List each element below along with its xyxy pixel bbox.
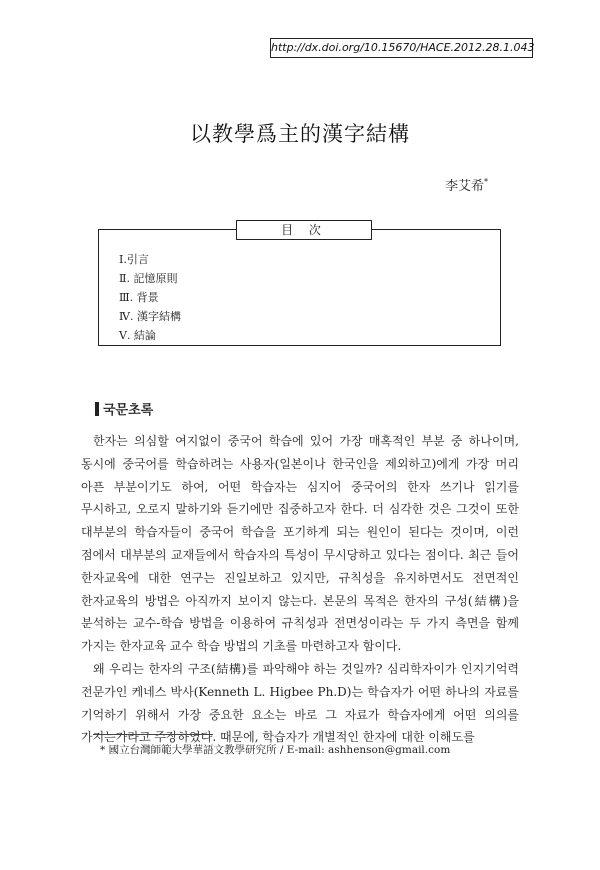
author-line xyxy=(445,175,488,194)
author-footnote-mark: * xyxy=(484,177,488,187)
toc-item-conclusion: Ⅴ. 結論 xyxy=(119,329,156,342)
toc-item-background: Ⅲ. 背景 xyxy=(119,291,159,304)
abstract-heading xyxy=(95,399,153,418)
abstract-paragraph: 왜 우리는 한자의 구조(結構)를 파악해야 하는 것일까? 심리학자이가 인지기억력 전문가인 케네스 박사(Kenneth L. Higbee Ph.D)는 학습자가 어떤 하나의 자료를 기억하기 위해서 가장 중요한 요소는 바로 그 자료가 학습자에게 어떤 의의를 가지는가라고 주장하였다. 때문에, 학습자가 개별적인 한자에 대한 이해도를 xyxy=(81,661,519,745)
doi-link[interactable]: http://dx.doi.org/10.15670/HACE.2012.28.1.043 xyxy=(270,38,533,58)
author-name: 李艾希 xyxy=(444,179,484,194)
toc-item-character-structure: Ⅳ. 漢字結構 xyxy=(119,310,181,323)
paper-title: 以教學爲主的漢字結構 xyxy=(190,122,410,146)
abstract-body xyxy=(81,430,519,749)
abstract-paragraph: 한자는 의심할 여지없이 중국어 학습에 있어 가장 매혹적인 부분 중 하나이며, 동시에 중국어를 학습하려는 사용자(일본이나 한국인을 제외하고)에게 가장 머리 아픈 부분이기도 하여, 어떤 학습자는 심지어 중국어의 한자 쓰기나 읽기를 무시하고, 오로지 말하기와 듣기에만 집중하고자 한다. 더 심각한 것은 그것이 또한 대부분의 학습자들이 중국어 학습을 포기하게 되는 원인이 된다는 것이며, 이런 점에서 대부분의 교재들에서 학습자의 특성이 무시당하고 있다는 점이다. 최근 들어 한자교육에 대한 연구는 진일보하고 있지만, 규칙성을 유지하면서도 전면적인 한자교육의 방법은 아직까지 보이지 않는다. 본문의 목적은 한자의 구성(結構)을 분석하는 교수-학습 방법을 이용하여 규칙성과 전면성이라는 두 가지 측면을 함께 가지는 한자교육 교수 학습 방법의 기초를 마련하고자 함이다. xyxy=(81,434,519,654)
toc-item-introduction: Ⅰ.引言 xyxy=(119,253,149,266)
abstract-heading-text: 국문초록 xyxy=(103,403,154,418)
toc-item-memory-principles: Ⅱ. 記憶原則 xyxy=(119,272,178,285)
toc-list xyxy=(119,250,181,345)
footnote: * 國立台灣師範大學華語文教學研究所 / E-mail: ashhenson@gmail.com xyxy=(100,744,451,756)
footnote-divider xyxy=(93,734,213,735)
table-of-contents xyxy=(98,223,501,346)
toc-heading: 目 次 xyxy=(236,220,372,240)
section-marker-icon xyxy=(95,402,99,416)
